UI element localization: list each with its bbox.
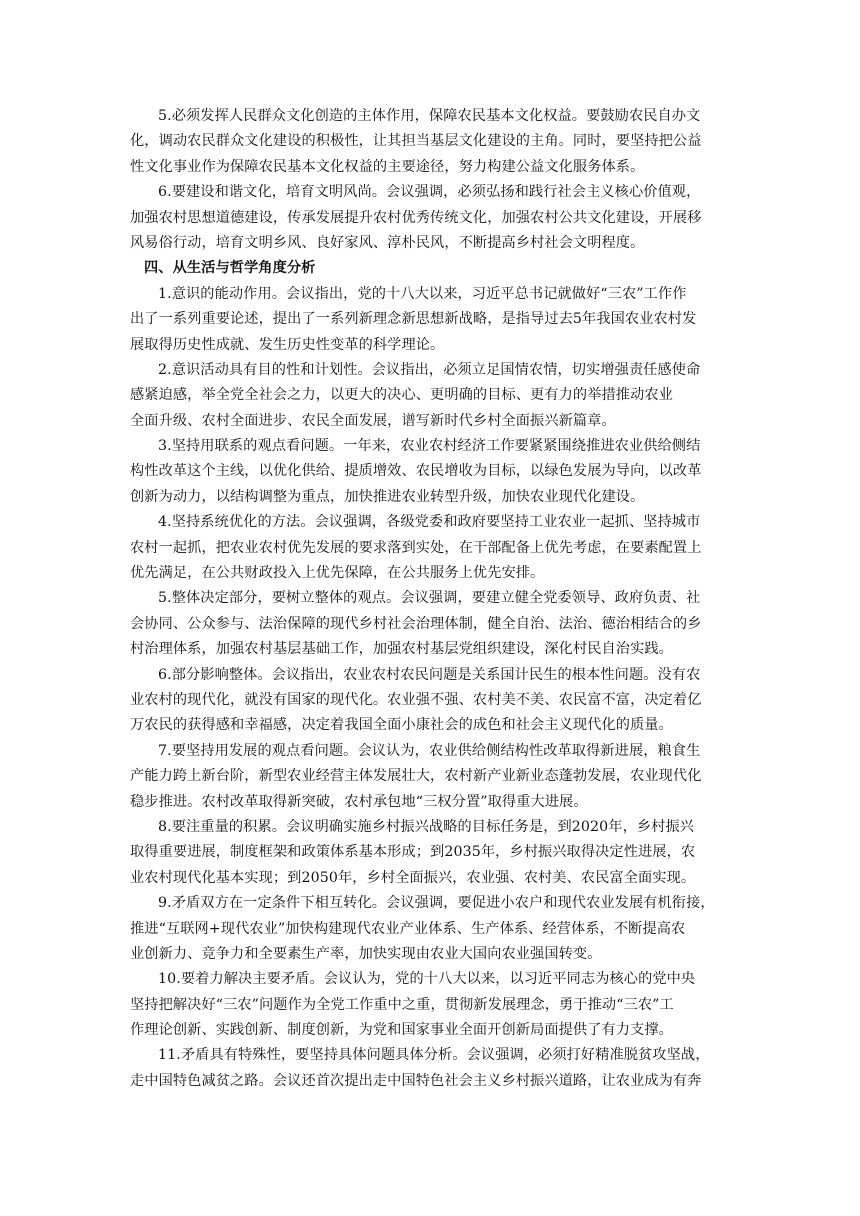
text-line: 4.坚持系统优化的方法。会议强调，各级党委和政府要坚持工业农业一起抓、坚持城市 [158, 514, 701, 531]
text-line: 坚持把解决好“三农”问题作为全党工作重中之重，贯彻新发展理念，勇于推动“三农”工 [130, 996, 674, 1013]
paragraph-6 [130, 663, 718, 739]
text-line: 风易俗行动，培育文明乡风、良好家风、淳朴民风，不断提高乡村社会文明程度。 [130, 234, 645, 251]
text-line: 推进“互联网+现代农业”加快构建现代农业产业体系、生产体系、经营体系，不断提高农 [130, 920, 686, 937]
text-line: 走中国特色减贫之路。会议还首次提出走中国特色社会主义乡村振兴道路，让农业成为有奔 [130, 1072, 702, 1089]
text-line: 稳步推进。农村改革取得新突破，农村承包地“三权分置”取得重大进展。 [130, 793, 588, 810]
text-line: 万农民的获得感和幸福感，决定着我国全面小康社会的成色和社会主义现代化的质量。 [130, 717, 673, 734]
text-line: 加强农村思想道德建设，传承发展提升农村优秀传统文化，加强农村公共文化建设，开展移 [130, 209, 702, 226]
section-heading-4 [130, 256, 718, 281]
paragraph-1 [130, 282, 718, 358]
text-line: 村治理体系，加强农村基层基础工作，加强农村基层党组织建设，深化村民自治实践。 [130, 641, 673, 658]
text-line: 优先满足，在公共财政投入上优先保障，在公共服务上优先安排。 [130, 565, 545, 582]
paragraph-3 [130, 434, 718, 510]
document-body [130, 104, 718, 1094]
text-line: 性文化事业作为保障农民基本文化权益的主要途径，努力构建公益文化服务体系。 [130, 158, 645, 175]
paragraph-11 [130, 1043, 718, 1094]
text-line: 会协同、公众参与、法治保障的现代乡村社会治理体制，健全自治、法治、德治相结合的乡 [130, 615, 702, 632]
text-line: 展取得历史性成就、发生历史性变革的科学理论。 [130, 336, 445, 353]
text-line: 感紧迫感，举全党全社会之力，以更大的决心、更明确的目标、更有力的举措推动农业 [130, 387, 673, 404]
paragraph-4 [130, 510, 718, 586]
paragraph-8 [130, 815, 718, 891]
text-line: 11.矛盾具有特殊性，要坚持具体问题具体分析。会议强调，必须打好精准脱贫攻坚战， [158, 1047, 710, 1064]
paragraph-7 [130, 739, 718, 815]
text-line: 6.要建设和谐文化，培育文明风尚。会议强调，必须弘扬和践行社会主义核心价值观， [158, 184, 701, 201]
text-line: 3.坚持用联系的观点看问题。一年来，农业农村经济工作要紧紧围绕推进农业供给侧结 [158, 438, 701, 455]
text-line: 构性改革这个主线，以优化供给、提质增效、农民增收为目标，以绿色发展为导向，以改革 [130, 463, 702, 480]
text-line: 8.要注重量的积累。会议明确实施乡村振兴战略的目标任务是，到2020年，乡村振兴 [158, 818, 695, 835]
text-line: 1.意识的能动作用。会议指出，党的十八大以来，习近平总书记就做好“三农”工作作 [158, 285, 687, 302]
paragraph-6-culture [130, 180, 718, 256]
text-line: 出了一系列重要论述，提出了一系列新理念新思想新战略，是指导过去5年我国农业农村发 [130, 311, 697, 328]
text-line: 全面升级、农村全面进步、农民全面发展，谱写新时代乡村全面振兴新篇章。 [130, 412, 616, 429]
paragraph-2 [130, 358, 718, 434]
text-line: 9.矛盾双方在一定条件下相互转化。会议强调，要促进小农户和现代农业发展有机衔接， [158, 895, 715, 912]
text-line: 作理论创新、实践创新、制度创新，为党和国家事业全面开创新局面提供了有力支撑。 [130, 1022, 673, 1039]
text-line: 5.必须发挥人民群众文化创造的主体作用，保障农民基本文化权益。要鼓励农民自办文 [158, 108, 701, 124]
text-line: 5.整体决定部分，要树立整体的观点。会议强调，要建立健全党委领导、政府负责、社 [158, 590, 701, 607]
text-line: 产能力跨上新台阶，新型农业经营主体发展壮大，农村新产业新业态蓬勃发展，农业现代化 [130, 768, 702, 785]
paragraph-9 [130, 891, 718, 967]
text-line: 取得重要进展，制度框架和政策体系基本形成；到2035年，乡村振兴取得决定性进展，农 [130, 844, 696, 861]
paragraph-10 [130, 967, 718, 1043]
paragraph-5 [130, 586, 718, 662]
text-line: 10.要着力解决主要矛盾。会议认为，党的十八大以来，以习近平同志为核心的党中央 [158, 971, 696, 988]
text-line: 2.意识活动具有目的性和计划性。会议指出，必须立足国情农情，切实增强责任感使命 [158, 361, 701, 378]
text-line: 业农村的现代化，就没有国家的现代化。农业强不强、农村美不美、农民富不富，决定着亿 [130, 691, 702, 708]
text-line: 6.部分影响整体。会议指出，农业农村农民问题是关系国计民生的根本性问题。没有农 [158, 666, 701, 683]
text-line: 农村一起抓，把农业农村优先发展的要求落到实处，在干部配备上优先考虑，在要素配置上 [130, 539, 702, 556]
section-heading: 四、从生活与哲学角度分析 [144, 260, 316, 277]
text-line: 创新为动力，以结构调整为重点，加快推进农业转型升级，加快农业现代化建设。 [130, 488, 645, 505]
text-line: 业创新力、竞争力和全要素生产率，加快实现由农业大国向农业强国转变。 [130, 945, 602, 962]
text-line: 化，调动农民群众文化建设的积极性，让其担当基层文化建设的主角。同时，要坚持把公益 [130, 133, 702, 150]
paragraph-5-culture [130, 104, 718, 180]
text-line: 业农村现代化基本实现；到2050年，乡村全面振兴，农业强、农村美、农民富全面实现。 [130, 869, 696, 886]
text-line: 7.要坚持用发展的观点看问题。会议认为，农业供给侧结构性改革取得新进展，粮食生 [158, 742, 701, 759]
